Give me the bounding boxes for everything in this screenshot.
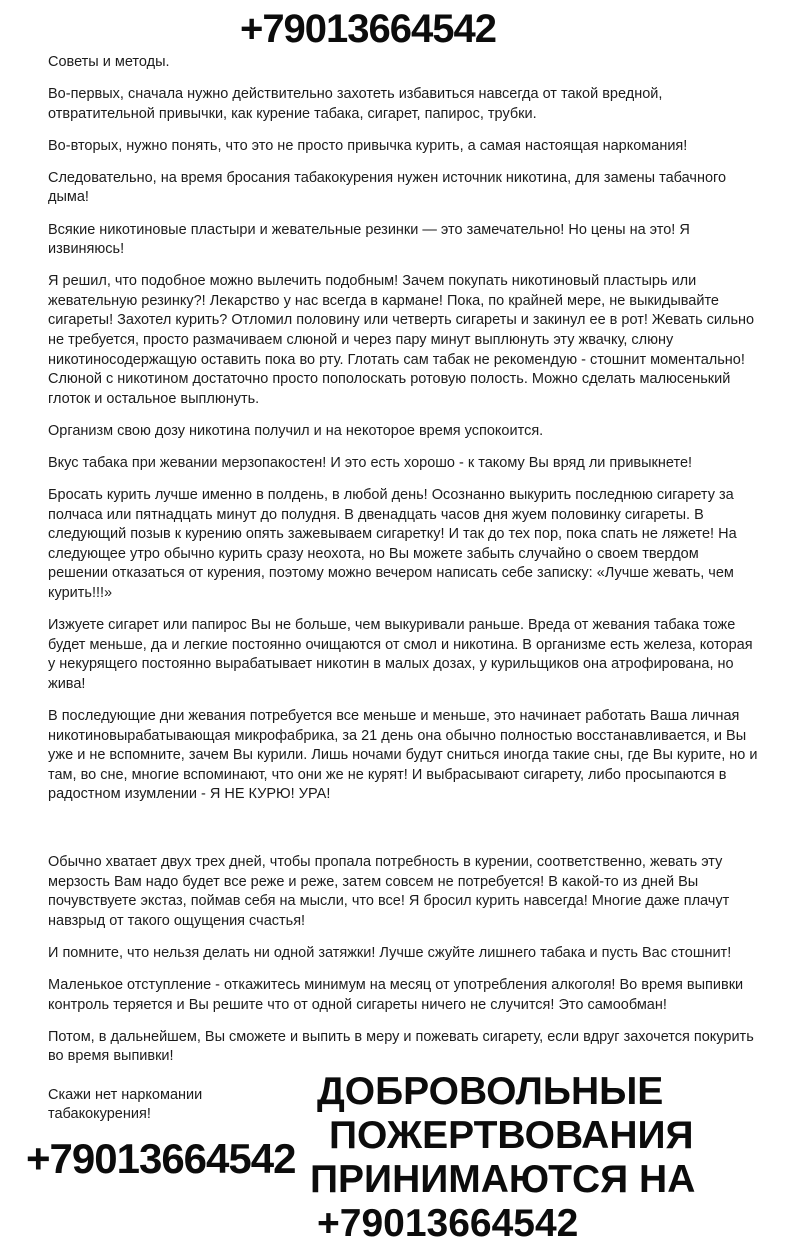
- donation-line: ДОБРОВОЛЬНЫЕ: [317, 1069, 664, 1113]
- footer-note: Скажи нет наркомании табакокурения!: [48, 1086, 203, 1123]
- paragraph: Во-первых, сначала нужно действительно захотеть избавиться навсегда от такой вредной, отвратительной привычки, как курение табака, сигарет, папирос, трубки.: [48, 86, 663, 122]
- paragraph: Я решил, что подобное можно вылечить подобным! Зачем покупать никотиновый пластырь или жевательную резинку?! Лекарство у нас всегда в кармане! Пока, по крайней мере, не выкидывайте сигареты! Захотел курить? Отломил половину или четверть сигареты и закинул ее в рот! Жевать сильно не требуется, просто размачиваем слюной и через пару минут выплюнуть эту жвачку, слюну никотиносодержащую оставить пока во рту. Глотать сам табак не рекомендую - стошнит моментально! Слюной с никотином достаточно просто пополоскать ротовую полость. Можно сделать малюсенький глоток и остальное выплюнуть.: [48, 273, 755, 407]
- paragraph: Маленькое отступление - откажитесь минимум на месяц от употребления алкоголя! Во время выпивки контроль теряется и Вы решите что от одной сигареты ничего не случится! Это самообман!: [48, 976, 744, 1013]
- paragraph: Организм свою дозу никотина получил и на некоторое время успокоится.: [48, 422, 544, 439]
- paragraph: И помните, что нельзя делать ни одной затяжки! Лучше сжуйте лишнего табака и пусть Вас стошнит!: [48, 944, 732, 961]
- paragraph: В последующие дни жевания потребуется все меньше и меньше, это начинает работать Ваша личная никотиновырабатывающая микрофабрика, за 21 день она обычно полностью восстанавливается, и Вы уже и не вспомните, зачем Вы курили. Лишь ночами будут сниться иногда такие сны, где Вы курите, но и там, во сне, многие вспоминают, что они же не курят! И выбрасывают сигарету, либо просыпаются в радостном изумлении - Я НЕ КУРЮ! УРА!: [48, 708, 758, 803]
- top-phone-number: +79013664542: [239, 7, 497, 51]
- paragraph: Обычно хватает двух трех дней, чтобы пропала потребность в курении, соответственно, жевать эту мерзость Вам надо будет все реже и реже, затем совсем не потребуется! В какой-то из дней Вы почувствуете экстаз, поймав себя на мысли, что все! Я бросил курить навсегда! Многие даже плачут навзрыд от такого ощущения счастья!: [48, 854, 730, 929]
- donation-line: ПРИНИМАЮТСЯ НА: [310, 1157, 696, 1201]
- donation-block: [310, 1069, 696, 1246]
- paragraph: Вкус табака при жевании мерзопакостен! И это есть хорошо - к такому Вы вряд ли привыкнете!: [48, 455, 693, 471]
- paragraph: Бросать курить лучше именно в полдень, в любой день! Осознанно выкурить последнюю сигарету за полчаса или пятнадцать минут до полудня. В двенадцать часов дня жуем половинку сигареты. В следующий позыв к курению опять зажевываем сигаретку! И так до тех пор, пока спать не ляжете! На следующее утро обычно курить сразу неохота, но Вы можете забыть случайно о своем твердом решении отказаться от курения, поэтому можно вечером написать себе записку: «Лучше жевать, чем курить!!!»: [48, 487, 737, 602]
- donation-line: ПОЖЕРТВОВАНИЯ: [329, 1113, 694, 1157]
- footer-phone-number: +79013664542: [26, 1135, 296, 1183]
- body-paragraphs: [48, 85, 758, 1067]
- donation-phone-number: +79013664542: [317, 1201, 579, 1245]
- page-subtitle: Советы и методы.: [48, 54, 170, 70]
- footer: [26, 1069, 758, 1246]
- paragraph: Следовательно, на время бросания табакокурения нужен источник никотина, для замены табачного дыма!: [48, 169, 727, 206]
- paragraph: Потом, в дальнейшем, Вы сможете и выпить в меру и пожевать сигарету, если вдруг захочется покурить во время выпивки!: [48, 1028, 754, 1065]
- paragraph: Всякие никотиновые пластыри и жевательные резинки — это замечательно! Но цены на это! Я извиняюсь!: [48, 221, 690, 258]
- footer-left: [26, 1076, 303, 1183]
- paragraph: Изжуете сигарет или папирос Вы не больше, чем выкуривали раньше. Вреда от жевания табака тоже будет меньше, да и легкие постоянно очищаются от смол и никотина. В организме есть железа, которая у некурящего постоянно вырабатывает никотин в малых дозах, у курильщиков она атрофирована, но жива!: [48, 617, 753, 692]
- paragraph: Во-вторых, нужно понять, что это не просто привычка курить, а самая настоящая наркомания!: [48, 137, 688, 154]
